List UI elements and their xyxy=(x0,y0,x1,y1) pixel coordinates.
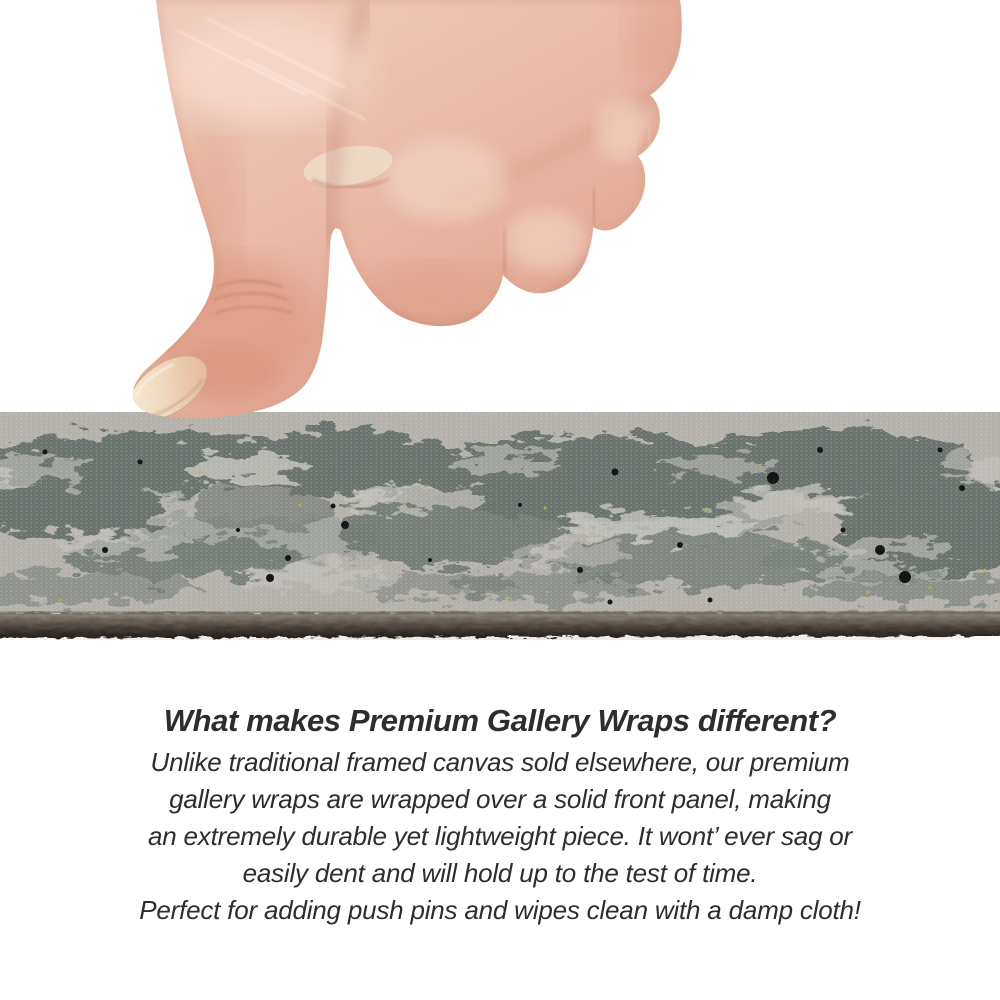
body-line: gallery wraps are wrapped over a solid front panel, making xyxy=(169,784,831,814)
body-copy xyxy=(0,744,1000,929)
headline: What makes Premium Gallery Wraps different? xyxy=(163,703,837,738)
canvas-edge-crease xyxy=(0,612,1000,615)
body-line: Unlike traditional framed canvas sold elsewhere, our premium xyxy=(150,747,850,777)
marketing-copy xyxy=(0,700,1000,929)
canvas-strip-photo xyxy=(0,410,1000,640)
canvas-side-edge xyxy=(0,611,1000,638)
body-line: Perfect for adding push pins and wipes clean with a damp cloth! xyxy=(139,895,861,925)
canvas-grain-light xyxy=(0,412,1000,613)
hand-photo xyxy=(116,0,694,420)
body-line: easily dent and will hold up to the test of time. xyxy=(242,858,758,888)
body-line: an extremely durable yet lightweight piece. It wont’ ever sag or xyxy=(147,821,853,851)
